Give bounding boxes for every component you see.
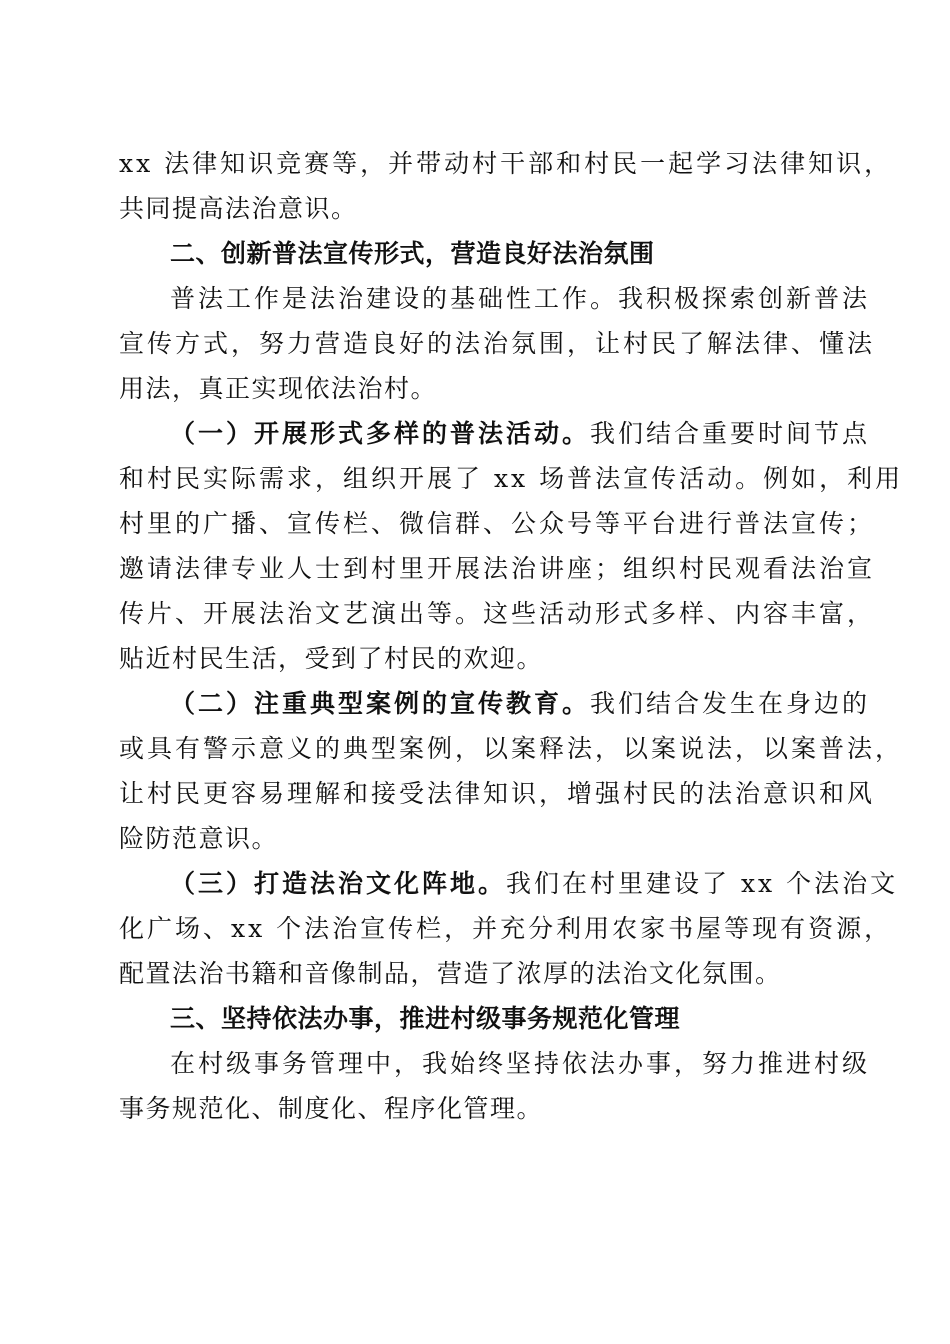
paragraph-line: 贴近村民生活，受到了村民的欢迎。 [119,644,544,673]
paragraph-line: 和村民实际需求，组织开展了 xx 场普法宣传活动。例如，利用 [119,464,904,493]
subsection-line [170,419,890,449]
paragraph-line: 邀请法律专业人士到村里开展法治讲座；组织村民观看法治宣 [119,554,876,583]
paragraph-line: xx 法律知识竞赛等，并带动村干部和村民一起学习法律知识， [119,149,893,178]
paragraph-line: 或具有警示意义的典型案例，以案释法，以案说法，以案普法， [119,734,904,763]
paragraph-line: 在村级事务管理中，我始终坚持依法办事，努力推进村级 [170,1049,871,1078]
paragraph-line: 传片、开展法治文艺演出等。这些活动形式多样、内容丰富， [119,599,876,628]
section-heading: 三、坚持依法办事，推进村级事务规范化管理 [170,1004,681,1033]
subsection-title: （二）注重典型案例的宣传教育。 [170,689,591,718]
paragraph-line: 普法工作是法治建设的基础性工作。我积极探索创新普法 [170,284,871,313]
subsection-title: （一）开展形式多样的普法活动。 [170,419,591,448]
subsection-text: 我们结合重要时间节点 [590,419,871,448]
paragraph-line: 事务规范化、制度化、程序化管理。 [119,1094,544,1123]
paragraph-line: 配置法治书籍和音像制品，营造了浓厚的法治文化氛围。 [119,959,782,988]
paragraph-line: 村里的广播、宣传栏、微信群、公众号等平台进行普法宣传； [119,509,876,538]
paragraph-line: 用法，真正实现依法治村。 [119,374,438,403]
paragraph-line: 险防范意识。 [119,824,279,853]
paragraph-line: 共同提高法治意识。 [119,194,358,223]
subsection-text: 我们在村里建设了 xx 个法治文 [506,869,899,898]
subsection-text: 我们结合发生在身边的 [590,689,871,718]
paragraph-line: 宣传方式，努力营造良好的法治氛围，让村民了解法律、懂法 [119,329,876,358]
paragraph-line: 化广场、xx 个法治宣传栏，并充分利用农家书屋等现有资源， [119,914,893,943]
subsection-line [170,689,890,719]
section-heading: 二、创新普法宣传形式，营造良好法治氛围 [170,239,655,268]
paragraph-line: 让村民更容易理解和接受法律知识，增强村民的法治意识和风 [119,779,876,808]
subsection-line [170,869,899,899]
subsection-title: （三）打造法治文化阵地。 [170,869,507,898]
